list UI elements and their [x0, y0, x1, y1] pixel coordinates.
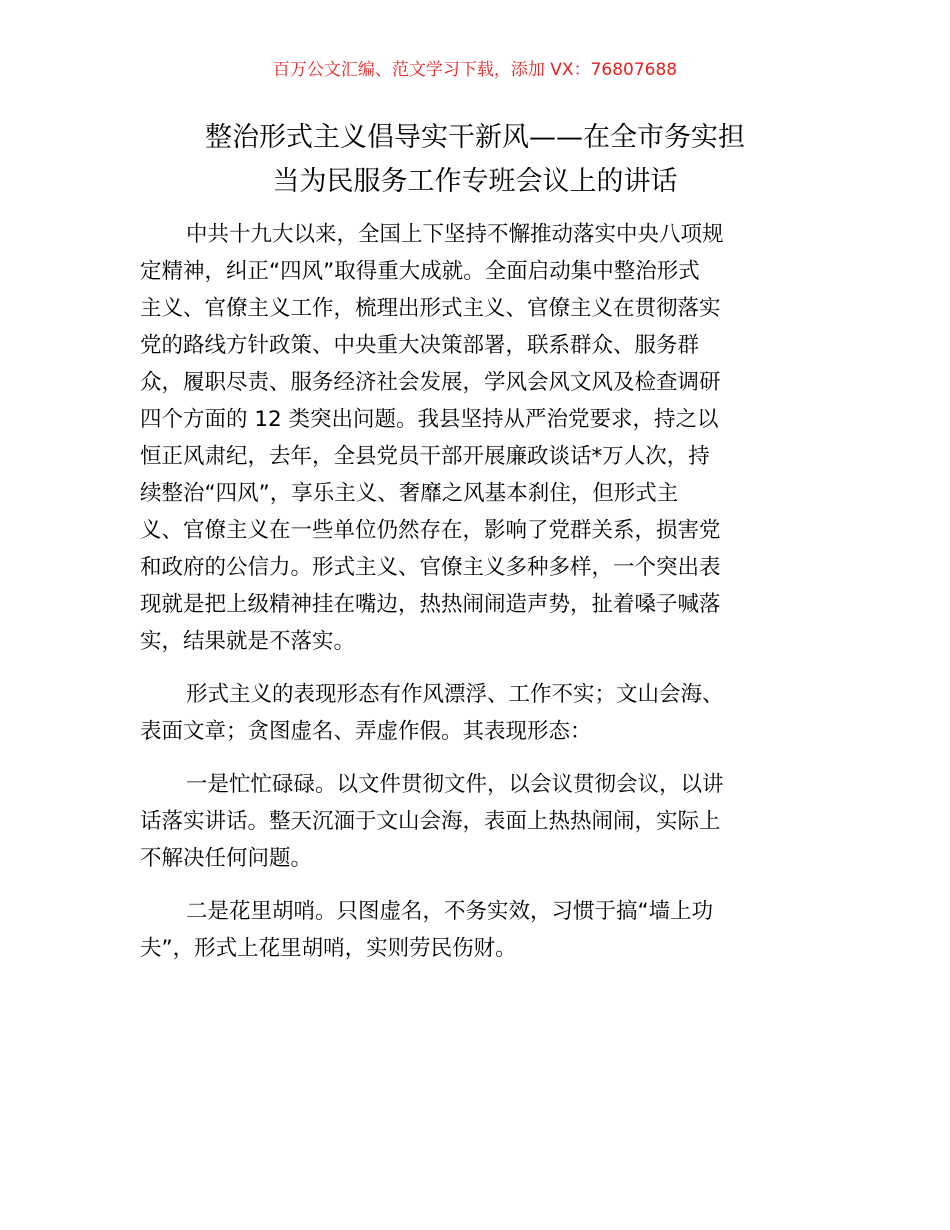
paragraph-line: 一是忙忙碌碌。以文件贯彻文件，以会议贯彻会议，以讲	[186, 772, 724, 797]
paragraph-line: 党的路线方针政策、中央重大决策部署，联系群众、服务群	[140, 333, 700, 358]
paragraph	[140, 766, 820, 877]
title-line: 整治形式主义倡导实干新风——在全市务实担	[205, 122, 745, 153]
paragraph-line: 表面文章；贪图虚名、弄虚作假。其表现形态：	[140, 719, 592, 744]
paragraph-line: 定精神，纠正“四风”取得重大成就。全面启动集中整治形式	[140, 259, 700, 284]
title-line: 当为民服务工作专班会议上的讲话	[272, 166, 678, 197]
paragraph-line: 夫”，形式上花里胡哨，实则劳民伤财。	[140, 936, 517, 961]
paragraph-line: 恒正风肃纪，去年，全县党员干部开展廉政谈话*万人次，持	[140, 444, 710, 469]
paragraph-line: 不解决任何问题。	[140, 846, 313, 871]
paragraph-line: 实，结果就是不落实。	[140, 629, 356, 654]
paragraph-line: 二是花里胡哨。只图虚名，不务实效，习惯于搞“墙上功	[186, 899, 714, 924]
paragraph-line: 和政府的公信力。形式主义、官僚主义多种多样，一个突出表	[140, 555, 721, 580]
watermark-header: 百万公文汇编、范文学习下载，添加 VX：76807688	[272, 60, 678, 80]
paragraph-line: 话落实讲话。整天沉湎于文山会海，表面上热热闹闹，实际上	[140, 809, 721, 834]
paragraph-line: 众，履职尽责、服务经济社会发展，学风会风文风及检查调研	[140, 370, 721, 395]
document-title	[0, 116, 950, 204]
paragraph	[140, 893, 820, 967]
paragraph-line: 中共十九大以来，全国上下坚持不懈推动落实中央八项规	[186, 222, 724, 247]
paragraph-line: 现就是把上级精神挂在嘴边，热热闹闹造声势，扯着嗓子喊落	[140, 592, 721, 617]
paragraph-line: 义、官僚主义在一些单位仍然存在，影响了党群关系，损害党	[140, 518, 721, 543]
paragraph	[140, 676, 820, 750]
paragraph-line: 续整治“四风”，享乐主义、奢靡之风基本刹住，但形式主	[140, 481, 679, 506]
paragraph	[140, 216, 820, 660]
paragraph-line: 四个方面的 12 类突出问题。我县坚持从严治党要求，持之以	[140, 407, 719, 432]
paragraph-line: 形式主义的表现形态有作风漂浮、工作不实；文山会海、	[186, 682, 724, 707]
document-body	[140, 216, 820, 983]
paragraph-line: 主义、官僚主义工作，梳理出形式主义、官僚主义在贯彻落实	[140, 296, 721, 321]
